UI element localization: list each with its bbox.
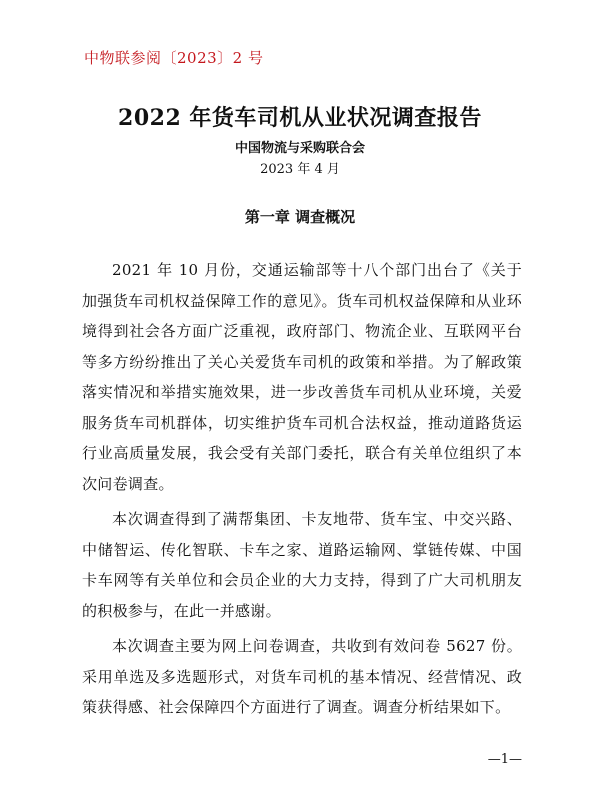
chapter-heading: 第一章 调查概况: [244, 208, 356, 226]
organization-name: 中国物流与采购联合会: [234, 141, 365, 156]
document-number: 中物联参阅〔2023〕2 号: [84, 49, 264, 67]
paragraph-methodology: 本次调查主要为网上问卷调查，共收到有效问卷 5627 份。采用单选及多选题形式，对货车司机的基本情况、经营情况、政策获得感、社会保障四个方面进行了调查。调查分析结果如下。: [82, 637, 522, 716]
report-title: 2022 年货车司机从业状况调查报告: [118, 105, 482, 131]
publication-date: 2023 年 4 月: [260, 162, 340, 177]
body-text: [82, 255, 522, 728]
page-number: —1—: [487, 752, 522, 767]
paragraph-acknowledgement: 本次调查得到了满帮集团、卡友地带、货车宝、中交兴路、中储智运、传化智联、卡车之家、道路运输网、掌链传媒、中国卡车网等有关单位和会员企业的大力支持，得到了广大司机朋友的积极参与，在此一并感谢。: [82, 510, 522, 620]
paragraph-background: 2021 年 10 月份，交通运输部等十八个部门出台了《关于加强货车司机权益保障工作的意见》。货车司机权益保障和从业环境得到社会各方面广泛重视，政府部门、物流企业、互联网平台等多方纷纷推出了关心关爱货车司机的政策和举措。为了解政策落实情况和举措实施效果，进一步改善货车司机从业环境，关爱服务货车司机群体，切实维护货车司机合法权益，推动道路货运行业高质量发展，我会受有关部门委托，联合有关单位组织了本次问卷调查。: [82, 261, 522, 493]
